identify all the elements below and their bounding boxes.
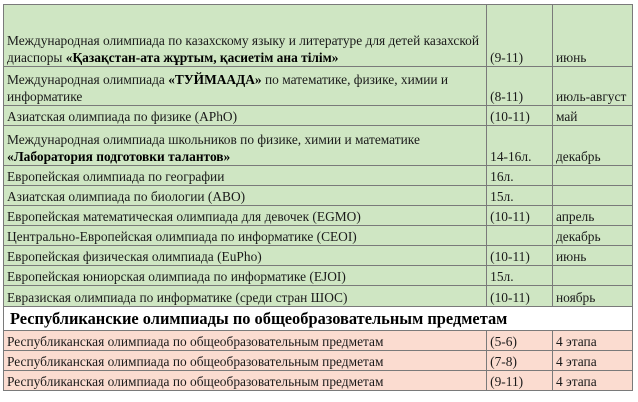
grade-cell: 15л. [487,266,553,286]
date-cell: июнь [552,5,632,67]
date-cell [552,186,632,206]
table-row [4,246,633,266]
grade-cell: 15л. [487,186,553,206]
date-cell: декабрь [552,126,632,166]
olympiad-name: Евразиская олимпиада по информатике (среди стран ШОС) [7,290,348,305]
table-row [4,286,633,307]
olympiad-name: Азиатская олимпиада по биологии (ABO) [7,189,246,204]
olympiad-name-cell [4,126,487,166]
table-row [4,226,633,246]
grade-cell: (7-8) [487,351,553,371]
olympiad-name-cell [4,206,487,226]
olympiad-name-cell [4,5,487,67]
table-row [4,166,633,186]
table-row [4,126,633,166]
olympiad-name-cell [4,186,487,206]
table-row [4,186,633,206]
date-cell [552,266,632,286]
stages-cell: 4 этапа [552,371,632,391]
grade-cell: (9-11) [487,371,553,391]
olympiad-name-cell: Республиканская олимпиада по общеобразовательным предметам [4,371,487,391]
olympiad-name-cell [4,246,487,266]
table-row [4,351,633,371]
table-row [4,371,633,391]
date-cell: ноябрь [552,286,632,307]
olympiad-name: Международная олимпиада по казахскому языку и литературе для детей казахской диаспоры [7,33,480,65]
grade-cell: (10-11) [487,106,553,126]
table-row [4,5,633,67]
grade-cell: (10-11) [487,286,553,307]
table-row [4,106,633,126]
grade-cell: (5-6) [487,331,553,351]
olympiad-name: Международная олимпиада школьников по физике, химии и математике [7,132,420,147]
date-cell: июнь [552,246,632,266]
olympiad-name: Европейская физическая олимпиада (EuPho) [7,249,262,264]
date-cell [552,166,632,186]
grade-cell: (10-11) [487,246,553,266]
grade-cell: (8-11) [487,67,553,106]
olympiad-name: Международная олимпиада [7,72,169,87]
table-row [4,67,633,106]
grade-cell: (10-11) [487,206,553,226]
date-cell: июль-август [552,67,632,106]
olympiad-name-cell: Республиканская олимпиада по общеобразовательным предметам [4,351,487,371]
olympiad-name-suffix: по математике, физике, химии и информатике [7,72,449,104]
date-cell: май [552,106,632,126]
olympiad-name-cell: Республиканская олимпиада по общеобразовательным предметам [4,331,487,351]
grade-cell [487,226,553,246]
olympiad-name-cell [4,266,487,286]
grade-cell: (9-11) [487,5,553,67]
olympiad-name: Азиатская олимпиада по физике (APhO) [7,109,238,124]
olympiad-name-cell [4,166,487,186]
section-title: Республиканские олимпиады по общеобразовательным предметам [4,307,553,331]
grade-cell: 14-16л. [487,126,553,166]
olympiad-name-bold: «Қазақстан-ата жұртым, қасиетім ана тілім» [65,50,339,65]
grade-cell: 16л. [487,166,553,186]
olympiad-name-cell [4,67,487,106]
section-header-row [4,307,633,331]
stages-cell: 4 этапа [552,331,632,351]
olympiad-name-cell [4,286,487,307]
olympiad-table [3,4,633,391]
date-cell: декабрь [552,226,632,246]
stages-cell: 4 этапа [552,351,632,371]
olympiad-name: Центрально-Европейская олимпиада по информатике (CEOI) [7,229,357,244]
section-title-blank [552,307,632,331]
olympiad-name: Европейская математическая олимпиада для девочек (EGMO) [7,209,361,224]
table-row [4,206,633,226]
olympiad-name: Европейская олимпиада по географии [7,169,225,184]
table-row [4,266,633,286]
table-row [4,331,633,351]
date-cell: апрель [552,206,632,226]
olympiad-name-cell [4,226,487,246]
olympiad-name-bold: «ТУЙМААДА» [168,72,262,87]
olympiad-name-cell [4,106,487,126]
olympiad-name-bold: «Лаборатория подготовки талантов» [7,149,231,164]
olympiad-name: Европейская юниорская олимпиада по информатике (EJOI) [7,269,346,284]
